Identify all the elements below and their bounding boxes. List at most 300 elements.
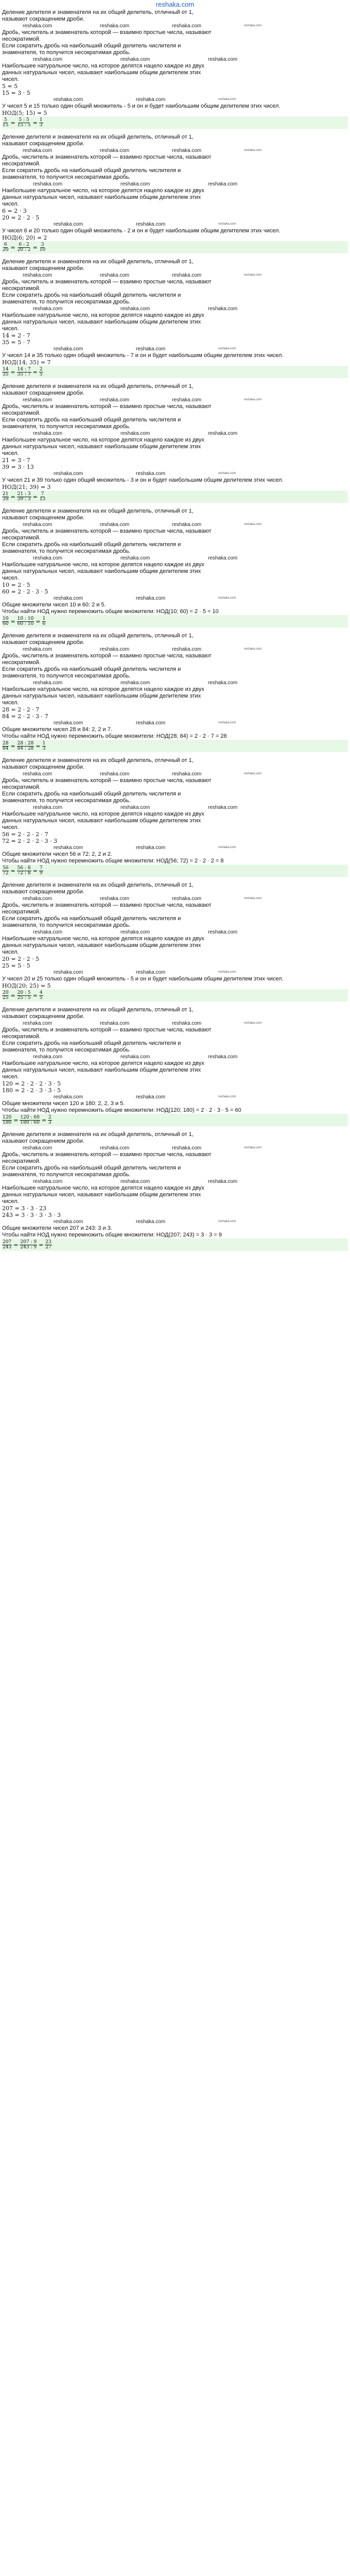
theory-line: несократимой. (2, 784, 41, 790)
watermark-row (2, 56, 348, 63)
fraction-division-denominator: 60 : 10 (17, 621, 34, 626)
gcd-note: Общие множители чисел 28 и 84: 2, 2 и 7. (2, 726, 112, 733)
watermark: reshaka.com (23, 397, 52, 403)
watermark: reshaka.com (23, 23, 52, 29)
equals-sign: = (36, 618, 41, 625)
watermark: reshaka.com (218, 971, 236, 974)
theory-line: чисел. (2, 76, 19, 82)
watermark: reshaka.com (208, 181, 238, 187)
reduced-fraction (2, 241, 348, 253)
fraction-division (17, 492, 31, 502)
equals-sign: = (10, 493, 15, 500)
gcd-note-2: Чтобы найти НОД нужно перемножить общие множители: НОД(120; 180) = 2 · 2 · 3 · 5 = 60 (2, 1107, 241, 1113)
fraction-division-numerator: 21 : 3 (17, 491, 31, 497)
fraction-original-denominator: 84 (3, 745, 9, 751)
watermark-row (2, 555, 348, 562)
task-block (2, 508, 348, 633)
section-separator (2, 378, 348, 383)
watermark: reshaka.com (33, 431, 63, 436)
watermark-row (2, 397, 348, 403)
watermark: reshaka.com (218, 846, 236, 849)
section-separator (2, 1251, 348, 1256)
watermark: reshaka.com (33, 680, 63, 686)
theory-line: Дробь, числитель и знаменатель которой — взаимно простые числа, называют (2, 528, 212, 534)
watermark: reshaka.com (136, 720, 166, 726)
fraction-original-numerator: 6 (4, 242, 7, 247)
watermark: reshaka.com (33, 1179, 63, 1184)
task-block (2, 9, 348, 134)
theory-line: Наибольшее натуральное число, на которое делятся нацело каждое из двух (2, 936, 204, 942)
fraction-original-numerator: 10 (3, 616, 9, 621)
watermark-row (2, 1020, 348, 1027)
theory-line: Наибольшее натуральное число, на которое делятся нацело каждое из двух (2, 188, 204, 194)
watermark: reshaka.com (33, 57, 63, 62)
watermark-row (2, 804, 348, 811)
section-separator (2, 628, 348, 633)
theory-line: чисел. (2, 1198, 19, 1205)
watermark: reshaka.com (23, 148, 52, 154)
watermark: reshaka.com (218, 1095, 236, 1098)
watermark: reshaka.com (172, 148, 202, 154)
fraction-original-denominator: 25 (3, 995, 9, 1001)
reduced-fraction (2, 366, 348, 378)
fraction-original (2, 866, 9, 876)
factorization-line: 28 = 2 · 2 · 7 (2, 706, 40, 713)
watermark: reshaka.com (120, 57, 150, 62)
factorization-line: 120 = 2 · 2 · 2 · 3 · 5 (2, 1080, 61, 1087)
theory-line: знаменателя, то получится несократимая дробь. (2, 673, 131, 679)
theory-line: Если сократить дробь на наибольший общий делитель числителя и (2, 292, 181, 298)
fraction-result-denominator: 3 (48, 1120, 51, 1125)
watermark-row (2, 521, 348, 528)
equals-sign: = (41, 1116, 47, 1124)
factorization-line: 20 = 2 · 2 · 5 (2, 214, 40, 221)
watermark: reshaka.com (100, 1145, 130, 1151)
watermark: reshaka.com (54, 1219, 83, 1225)
fraction-original-numerator: 56 (3, 865, 9, 871)
factorization-line: 180 = 2 · 2 · 3 · 3 · 5 (2, 1087, 61, 1094)
watermark: reshaka.com (54, 97, 83, 103)
fraction-result-denominator: 6 (42, 621, 46, 626)
watermark: reshaka.com (120, 431, 150, 436)
watermark: reshaka.com (208, 1179, 238, 1184)
fraction-original-denominator: 20 (3, 247, 9, 252)
watermark: reshaka.com (208, 929, 238, 935)
theory-line: несократимой. (2, 1033, 41, 1040)
theory-line: знаменателя, то получится несократимая дробь. (2, 174, 131, 180)
theory-line: чисел. (2, 1074, 19, 1080)
theory-line: называют сокращением дроби. (2, 515, 84, 521)
factorization-line: 21 = 3 · 7 (2, 457, 30, 464)
watermark: reshaka.com (136, 970, 166, 975)
theory-line: Деление делителя и знаменателя на их общий делитель, отличный от 1, (2, 383, 194, 389)
equals-sign: = (13, 1116, 19, 1124)
watermark: reshaka.com (136, 222, 166, 227)
watermark: reshaka.com (120, 181, 150, 187)
section-separator (2, 877, 348, 882)
fraction-result-denominator: 3 (42, 745, 46, 751)
section-separator (2, 1002, 348, 1007)
theory-line: Если сократить дробь на наибольший общий делитель числителя и (2, 666, 181, 672)
fraction-division-denominator: 72 : 8 (17, 870, 31, 876)
fraction-division-denominator: 180 : 60 (20, 1120, 40, 1125)
theory-line: чисел. (2, 450, 19, 456)
fraction-original-denominator: 180 (3, 1120, 12, 1125)
section-separator (2, 1126, 348, 1131)
theory-line: Деление делителя и знаменателя на их общий делитель, отличный от 1, (2, 259, 194, 265)
watermark: reshaka.com (33, 929, 63, 935)
theory-line: данных натуральных чисел, называют наибольшим общим делителем этих (2, 942, 201, 948)
watermark: reshaka.com (120, 555, 150, 561)
fraction-division-numerator: 10 : 10 (17, 616, 34, 621)
theory-line: несократимой. (2, 535, 41, 541)
watermark: reshaka.com (172, 397, 202, 403)
fraction-result (42, 741, 46, 751)
gcd-note-2: Чтобы найти НОД нужно перемножить общие множители: НОД(28; 84) = 2 · 2 · 7 = 28 (2, 733, 227, 739)
theory-line: Деление делителя и знаменателя на их общий делитель, отличный от 1, (2, 134, 194, 140)
theory-line: данных натуральных чисел, называют наибольшим общим делителем этих (2, 194, 201, 200)
task-block (2, 134, 348, 259)
equals-sign: = (32, 867, 38, 874)
watermark: reshaka.com (23, 1145, 52, 1151)
reduced-fraction (2, 116, 348, 129)
fraction-result-numerator: 7 (39, 865, 43, 871)
factorization-line: 35 = 5 · 7 (2, 339, 30, 346)
theory-line: называют сокращением дроби. (2, 1013, 84, 1020)
watermark: reshaka.com (218, 1220, 236, 1223)
equals-sign: = (10, 742, 15, 750)
watermark: reshaka.com (136, 596, 166, 601)
task-block (2, 1007, 348, 1131)
watermark-row (2, 96, 348, 103)
watermark: reshaka.com (120, 680, 150, 686)
theory-line: Если сократить дробь на наибольший общий делитель числителя и (2, 43, 181, 49)
theory-line: Дробь, числитель и знаменатель которой — взаимно простые числа, называют (2, 653, 212, 659)
theory-line: данных натуральных чисел, называют наибольшим общим делителем этих (2, 70, 201, 76)
equals-sign: = (32, 368, 38, 376)
theory-line: называют сокращением дроби. (2, 889, 84, 895)
theory-line: Если сократить дробь на наибольший общий делитель числителя и (2, 916, 181, 922)
theory-line: Деление делителя и знаменателя на их общий делитель, отличный от 1, (2, 508, 194, 514)
watermark: reshaka.com (136, 346, 166, 352)
factorization-line: 14 = 2 · 7 (2, 332, 30, 339)
theory-line: Наибольшее натуральное число, на которое делятся нацело каждое из двух (2, 437, 204, 443)
fraction-result-denominator: 13 (39, 496, 46, 502)
fraction-result-denominator: 10 (39, 247, 46, 252)
theory-line: данных натуральных чисел, называют наибольшим общим делителем этих (2, 444, 201, 450)
factorization-line: 15 = 3 · 5 (2, 90, 30, 96)
watermark-row (2, 272, 348, 279)
factorization-line: 243 = 3 · 3 · 3 · 3 · 3 (2, 1212, 61, 1218)
theory-line: называют сокращением дроби. (2, 265, 84, 272)
task-block (2, 633, 348, 757)
watermark: reshaka.com (244, 149, 262, 152)
watermark: reshaka.com (172, 771, 202, 777)
fraction-division (17, 243, 31, 252)
reduced-fraction (2, 740, 348, 752)
fraction-division-denominator: 20 : 2 (17, 247, 31, 252)
equals-sign: = (39, 1241, 44, 1248)
watermark: reshaka.com (54, 346, 83, 352)
watermark: reshaka.com (33, 1054, 63, 1060)
site-header[interactable]: reshaka.com (155, 1, 195, 8)
fraction-original-numerator: 5 (4, 117, 7, 123)
watermark: reshaka.com (23, 1021, 52, 1026)
theory-line: знаменателя, то получится несократимая дробь. (2, 922, 131, 928)
gcd-value: НОД(6; 20) = 2 (2, 234, 47, 241)
watermark: reshaka.com (120, 1054, 150, 1060)
watermark: reshaka.com (100, 397, 130, 403)
watermark: reshaka.com (100, 273, 130, 278)
solution-content (0, 9, 350, 1256)
theory-line: знаменателя, то получится несократимая дробь. (2, 548, 131, 554)
watermark: reshaka.com (54, 222, 83, 227)
watermark-row (2, 1218, 348, 1225)
watermark-row (2, 595, 348, 602)
watermark: reshaka.com (244, 897, 262, 900)
theory-line: Наибольшее натуральное число, на которое делятся нацело каждое из двух (2, 562, 204, 568)
fraction-division (20, 1240, 37, 1250)
watermark: reshaka.com (33, 181, 63, 187)
theory-line: Наибольшее натуральное число, на которое делятся нацело каждое из двух (2, 63, 204, 69)
theory-line: несократимой. (2, 285, 41, 292)
watermark-row (2, 1094, 348, 1100)
equals-sign: = (10, 618, 15, 625)
reduced-fraction (2, 1114, 348, 1126)
watermark: reshaka.com (244, 24, 262, 27)
fraction-result-numerator: 2 (48, 1114, 51, 1120)
theory-line: Если сократить дробь на наибольший общий делитель числителя и (2, 417, 181, 423)
gcd-note: Общие множители чисел 207 и 243: 3 и 3. (2, 1225, 112, 1231)
theory-line: чисел. (2, 326, 19, 332)
watermark-row (2, 680, 348, 686)
watermark: reshaka.com (136, 845, 166, 851)
theory-line: данных натуральных чисел, называют наибольшим общим делителем этих (2, 693, 201, 699)
fraction-original (2, 118, 9, 128)
theory-line: несократимой. (2, 36, 41, 42)
gcd-note: У чисел 14 и 35 только один общий множитель - 7 и он и будет наибольшим общим делителем этих чисел. (2, 352, 284, 359)
theory-line: чисел. (2, 575, 19, 581)
watermark: reshaka.com (100, 896, 130, 902)
fraction-result (39, 866, 43, 876)
theory-line: несократимой. (2, 659, 41, 666)
watermark: reshaka.com (136, 1219, 166, 1225)
theory-line: Дробь, числитель и знаменатель которой — взаимно простые числа, называют (2, 1151, 212, 1158)
watermark: reshaka.com (33, 555, 63, 561)
theory-line: Деление делителя и знаменателя на их общий делитель, отличный от 1, (2, 1007, 194, 1013)
factorization-line: 72 = 2 · 2 · 2 · 3 · 3 (2, 838, 58, 844)
watermark-row (2, 929, 348, 936)
gcd-note: Общие множители чисел 10 и 60: 2 и 5. (2, 602, 106, 608)
watermark: reshaka.com (218, 472, 236, 475)
fraction-division-numerator: 120 : 60 (20, 1114, 40, 1120)
theory-line: Если сократить дробь на наибольший общий делитель числителя и (2, 541, 181, 548)
gcd-note-2: Чтобы найти НОД нужно перемножить общие множители: НОД(56; 72) = 2 · 2 · 2 = 8 (2, 858, 224, 864)
fraction-division-numerator: 207 : 9 (20, 1239, 37, 1245)
theory-line: называют сокращением дроби. (2, 764, 84, 770)
watermark: reshaka.com (172, 1021, 202, 1026)
theory-line: знаменателя, то получится несократимая дробь. (2, 1172, 131, 1178)
factorization-line: 10 = 2 · 5 (2, 582, 30, 588)
fraction-division-denominator: 35 : 7 (17, 371, 31, 377)
fraction-original-denominator: 35 (3, 371, 9, 377)
fraction-result (39, 492, 46, 502)
section-separator (2, 752, 348, 757)
fraction-original-denominator: 72 (3, 870, 9, 876)
fraction-result-denominator: 9 (39, 870, 43, 876)
fraction-result (42, 617, 46, 626)
fraction-original (2, 1115, 12, 1125)
factorization-line: 20 = 2 · 2 · 5 (2, 956, 40, 962)
watermark-row (2, 1178, 348, 1185)
watermark: reshaka.com (218, 597, 236, 600)
gcd-note-2: Чтобы найти НОД нужно перемножить общие множители: НОД(207; 243) = 3 · 3 = 9 (2, 1232, 222, 1238)
theory-line: Наибольшее натуральное число, на которое делятся нацело каждое из двух (2, 686, 204, 692)
fraction-original-numerator: 14 (3, 366, 9, 372)
watermark: reshaka.com (136, 97, 166, 103)
watermark: reshaka.com (244, 398, 262, 401)
theory-line: Дробь, числитель и знаменатель которой — взаимно простые числа, называют (2, 1027, 212, 1033)
watermark: reshaka.com (23, 522, 52, 528)
fraction-original-numerator: 21 (3, 491, 9, 497)
theory-line: Дробь, числитель и знаменатель которой — взаимно простые числа, называют (2, 403, 212, 410)
watermark: reshaka.com (172, 522, 202, 528)
reduced-fraction (2, 865, 348, 877)
fraction-result-denominator: 5 (39, 371, 43, 377)
theory-line: Деление делителя и знаменателя на их общий делитель, отличный от 1, (2, 633, 194, 639)
watermark: reshaka.com (172, 647, 202, 652)
theory-line: несократимой. (2, 909, 41, 915)
equals-sign: = (13, 1241, 19, 1248)
fraction-result (39, 367, 43, 377)
theory-line: называют сокращением дроби. (2, 390, 84, 396)
watermark: reshaka.com (244, 274, 262, 277)
watermark: reshaka.com (208, 805, 238, 810)
fraction-division (17, 118, 31, 128)
equals-sign: = (10, 244, 15, 251)
watermark: reshaka.com (100, 647, 130, 652)
watermark: reshaka.com (172, 896, 202, 902)
theory-line: знаменателя, то получится несократимая дробь. (2, 299, 131, 305)
watermark: reshaka.com (208, 306, 238, 312)
gcd-note: У чисел 20 и 25 только один общий множитель - 5 и он и будет наибольшим общим делителем этих чисел. (2, 976, 284, 982)
fraction-division (20, 1115, 40, 1125)
task-block (2, 882, 348, 1007)
theory-line: Деление делителя и знаменателя на их общий делитель, отличный от 1, (2, 882, 194, 888)
theory-line: данных натуральных чисел, называют наибольшим общим делителем этих (2, 1192, 201, 1198)
watermark: reshaka.com (172, 23, 202, 29)
fraction-division-denominator: 15 : 5 (17, 122, 31, 128)
watermark-row (2, 720, 348, 726)
fraction-original (2, 492, 9, 502)
watermark: reshaka.com (218, 347, 236, 350)
fraction-division (17, 617, 34, 626)
watermark: reshaka.com (244, 1146, 262, 1149)
watermark: reshaka.com (100, 1021, 130, 1026)
equals-sign: = (32, 992, 38, 999)
equals-sign: = (10, 119, 15, 126)
fraction-result-denominator: 27 (45, 1244, 51, 1250)
theory-line: Дробь, числитель и знаменатель которой — взаимно простые числа, называют (2, 279, 212, 285)
theory-line: несократимой. (2, 410, 41, 416)
fraction-division-numerator: 6 : 2 (19, 242, 29, 247)
watermark-row (2, 646, 348, 653)
watermark: reshaka.com (218, 721, 236, 724)
factorization-line: 207 = 3 · 3 · 23 (2, 1205, 47, 1212)
fraction-original-numerator: 120 (3, 1114, 12, 1120)
theory-line: называют сокращением дроби. (2, 141, 84, 147)
equals-sign: = (10, 992, 15, 999)
watermark: reshaka.com (244, 648, 262, 651)
gcd-note: У чисел 5 и 15 только один общий множитель - 5 и он и будет наибольшим общим делителем этих чисел. (2, 103, 281, 109)
fraction-division (17, 991, 31, 1001)
watermark: reshaka.com (120, 805, 150, 810)
watermark: reshaka.com (23, 896, 52, 902)
fraction-original-denominator: 39 (3, 496, 9, 502)
watermark-row (2, 147, 348, 154)
theory-line: чисел. (2, 201, 19, 207)
fraction-original (2, 1240, 12, 1250)
watermark-row (2, 430, 348, 437)
factorization-line: 39 = 3 · 13 (2, 464, 34, 470)
watermark: reshaka.com (120, 929, 150, 935)
factorization-line: 6 = 2 · 3 (2, 208, 27, 214)
watermark-row (2, 844, 348, 851)
task-block (2, 1131, 348, 1256)
fraction-result-denominator: 5 (39, 995, 43, 1001)
factorization-line: 5 = 5 (2, 83, 18, 90)
gcd-note: У чисел 6 и 20 только один общий множитель - 2 и он и будет наибольшим общим делителем этих чисел. (2, 228, 281, 234)
theory-line: знаменателя, то получится несократимая дробь. (2, 423, 131, 430)
theory-line: Дробь, числитель и знаменатель которой — взаимно простые числа, называют (2, 154, 212, 160)
section-separator (2, 253, 348, 259)
section-separator (2, 129, 348, 134)
watermark: reshaka.com (208, 1054, 238, 1060)
task-block (2, 383, 348, 508)
fraction-division-numerator: 56 : 8 (17, 865, 31, 871)
fraction-original (2, 741, 9, 751)
watermark: reshaka.com (23, 273, 52, 278)
reduced-fraction (2, 615, 348, 628)
fraction-result-numerator: 1 (39, 117, 43, 123)
fraction-division (17, 367, 31, 377)
watermark: reshaka.com (54, 596, 83, 601)
equals-sign: = (10, 867, 15, 874)
watermark: reshaka.com (54, 970, 83, 975)
watermark: reshaka.com (218, 223, 236, 226)
watermark-row (2, 470, 348, 477)
watermark: reshaka.com (120, 306, 150, 312)
gcd-value: НОД(21; 39) = 3 (2, 484, 51, 490)
fraction-division-numerator: 28 : 28 (17, 740, 34, 746)
watermark-row (2, 895, 348, 902)
watermark-row (2, 1145, 348, 1151)
theory-line: Дробь, числитель и знаменатель которой — взаимно простые числа, называют (2, 902, 212, 908)
fraction-division-denominator: 243 : 9 (20, 1244, 37, 1250)
gcd-note: Общие множители чисел 120 и 180: 2, 2, 3 и 5. (2, 1100, 125, 1107)
equals-sign: = (36, 742, 41, 750)
theory-line: Наибольшее натуральное число, на которое делятся нацело каждое из двух (2, 1185, 204, 1191)
gcd-value: НОД(14; 35) = 7 (2, 359, 51, 366)
watermark: reshaka.com (244, 523, 262, 526)
theory-line: Наибольшее натуральное число, на которое делятся нацело каждое из двух (2, 1060, 204, 1066)
watermark-row (2, 771, 348, 777)
fraction-division-denominator: 39 : 3 (17, 496, 31, 502)
watermark: reshaka.com (100, 23, 130, 29)
theory-line: чисел. (2, 824, 19, 831)
watermark-row (2, 181, 348, 188)
fraction-original-denominator: 243 (3, 1244, 12, 1250)
